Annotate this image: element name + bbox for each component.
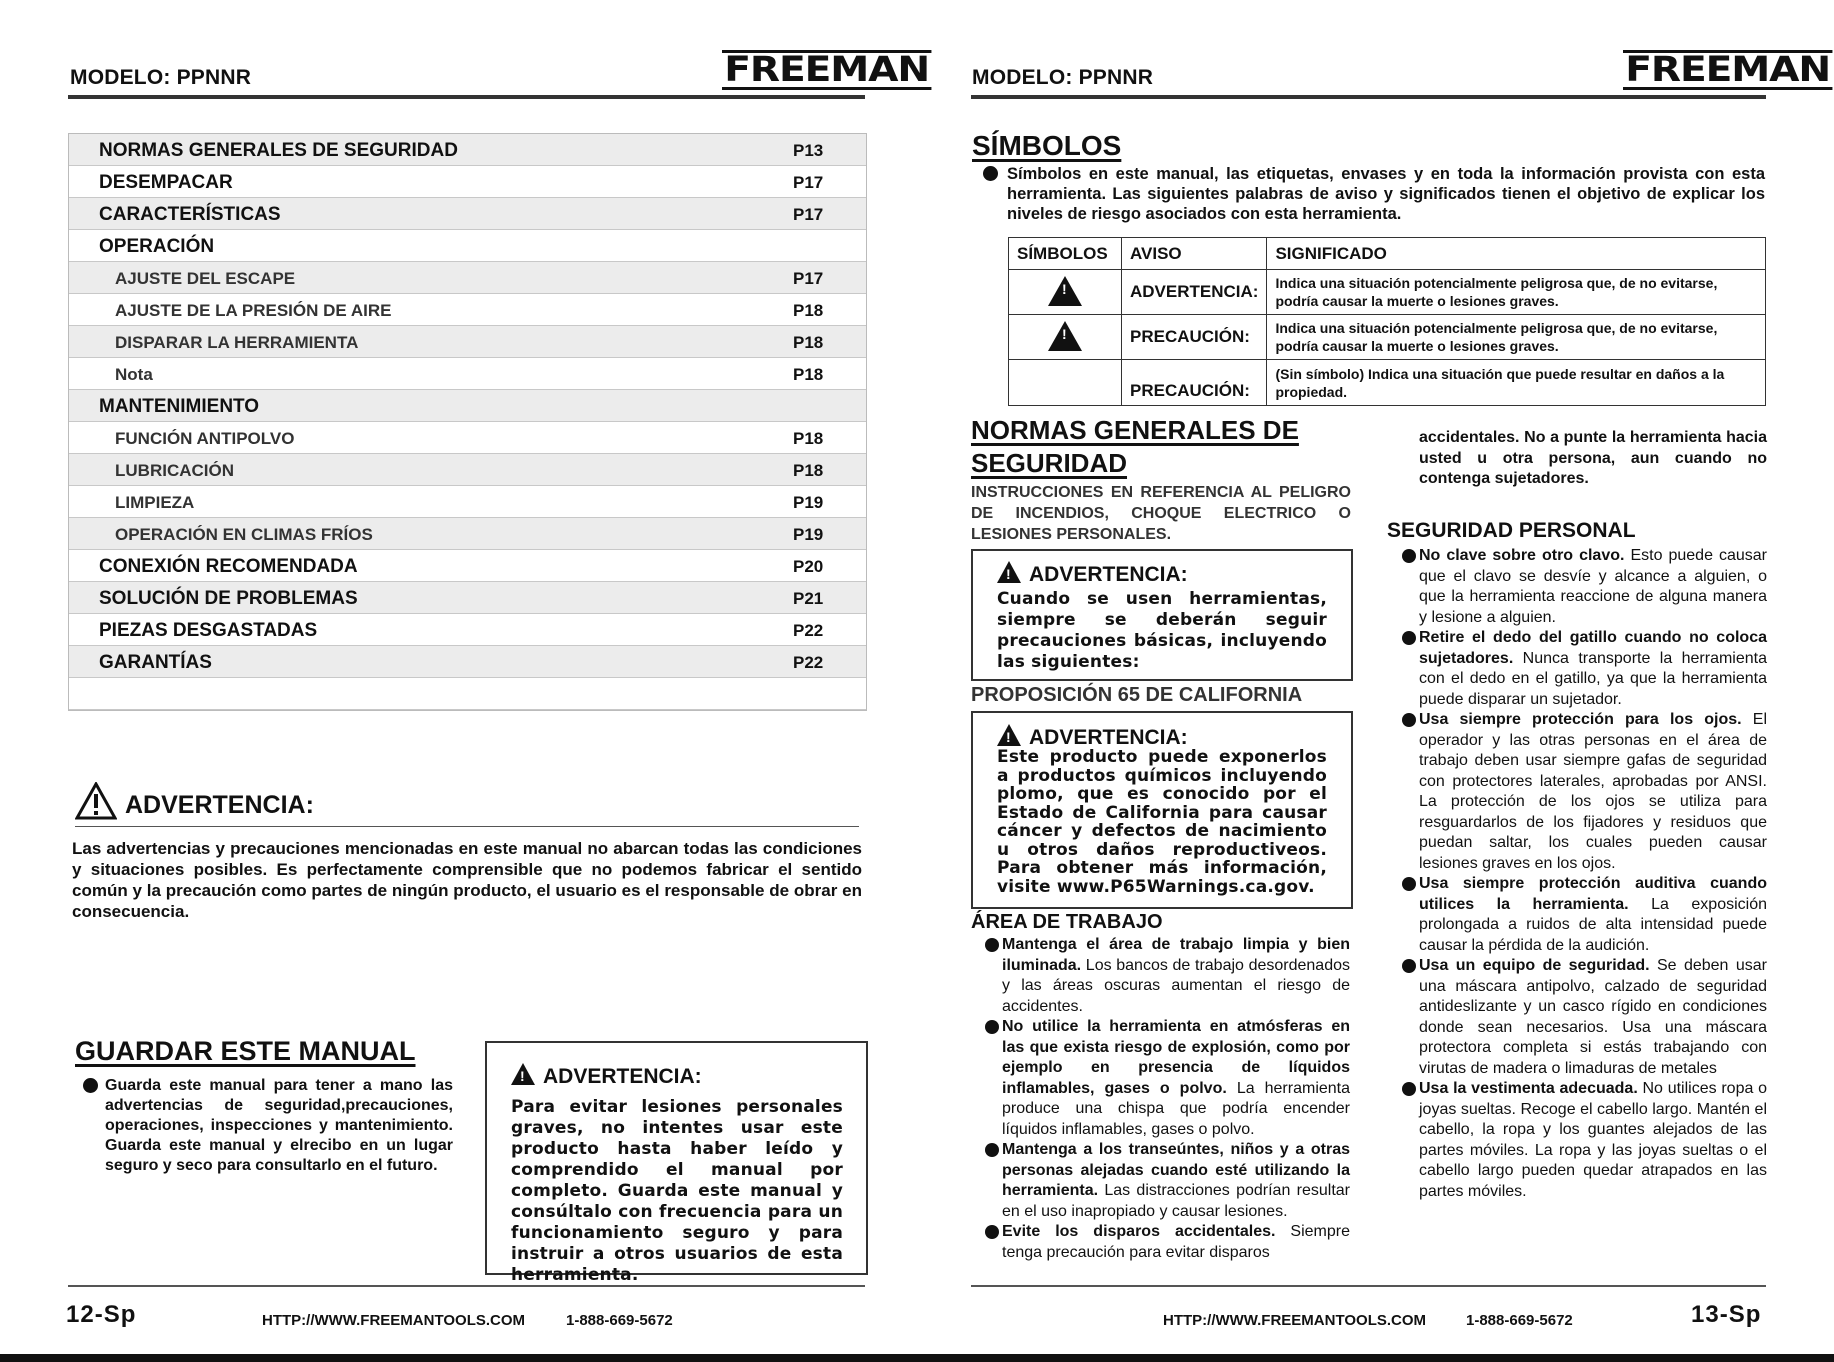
toc-row xyxy=(69,678,866,710)
save-manual-item xyxy=(105,1076,453,1176)
bullet-dot xyxy=(1402,877,1416,891)
bullet-dot xyxy=(1402,713,1416,727)
list-item xyxy=(1419,1079,1767,1202)
toc-label: GARANTÍAS xyxy=(99,652,212,673)
warning-rule xyxy=(75,826,859,827)
symbols-intro xyxy=(1007,164,1765,224)
toc-row xyxy=(69,582,866,614)
toc-page: P19 xyxy=(793,525,824,544)
warning-icon xyxy=(997,561,1021,583)
aviso-cell: ADVERTENCIA: xyxy=(1122,270,1267,315)
toc-label: OPERACIÓN EN CLIMAS FRÍOS xyxy=(115,525,373,544)
header-rule xyxy=(68,95,865,99)
bottom-edge xyxy=(0,1354,1834,1362)
meaning-cell: Indica una situación potencialmente peligrosa que, de no evitarse, podría causar la muerte o lesiones graves. xyxy=(1267,315,1766,360)
list-item-lead: Usa la vestimenta adecuada. xyxy=(1419,1080,1638,1097)
toc-label: OPERACIÓN xyxy=(99,236,215,257)
model-label: MODELO: PPNNR xyxy=(972,66,1154,89)
warning-box-basic xyxy=(971,549,1353,681)
toc-row xyxy=(69,422,866,454)
area-list xyxy=(1002,935,1350,1263)
toc-row xyxy=(69,454,866,486)
list-item-text: Las distracciones podrían resultar en el uso inapropiado y causar lesiones. xyxy=(1002,1182,1350,1220)
area-title: ÁREA DE TRABAJO xyxy=(971,911,1163,933)
toc-label: AJUSTE DE LA PRESIÓN DE AIRE xyxy=(115,301,392,320)
list-item-lead: Usa siempre protección auditiva cuando utilices la herramienta. xyxy=(1419,875,1767,913)
model-label: MODELO: PPNNR xyxy=(70,66,252,89)
aviso-cell: PRECAUCIÓN: xyxy=(1122,315,1267,360)
list-item-lead: Mantenga a los transeúntes, niños y a otras personas alejadas cuando esté utilizando la herramienta. xyxy=(1002,1141,1350,1199)
toc-label: DISPARAR LA HERRAMIENTA xyxy=(115,333,359,352)
toc-label: CONEXIÓN RECOMENDADA xyxy=(99,556,358,577)
toc-page: P21 xyxy=(793,589,824,608)
bullet-dot xyxy=(983,166,998,181)
toc-label: NORMAS GENERALES DE SEGURIDAD xyxy=(99,140,458,161)
toc-label: SOLUCIÓN DE PROBLEMAS xyxy=(99,588,358,609)
normas-subtitle: INSTRUCCIONES EN REFERENCIA AL PELIGRO DE INCENDIOS, CHOQUE ELECTRICO O LESIONES PERSONALES. xyxy=(971,484,1351,543)
save-manual-text: Guarda este manual para tener a mano las advertencias de seguridad,precauciones, operaciones, inspecciones y mantenimiento. Guarda este manual y elrecibo en un lugar seguro y seco para consultarlo en el futuro. xyxy=(105,1077,453,1174)
save-manual-title: GUARDAR ESTE MANUAL xyxy=(75,1036,416,1066)
warning-box-text: Este producto puede exponerlos a productos químicos incluyendo plomo, que es conocido por el Estado de California para causar cáncer y defectos de nacimiento u otros daños reproductiveos. Para obtener más información, visite www.P65Warnings.ca.gov. xyxy=(997,747,1327,897)
list-item-text: No utilices ropa o joyas sueltas. Recoge el cabello largo. Mantén el cabello, la ropa y los guantes alejados de las partes móviles. La ropa y las joyas sueltas o el cabello largo pueden quedar atrapados en las partes móviles. xyxy=(1419,1080,1767,1200)
toc-row xyxy=(69,262,866,294)
bullet-dot xyxy=(83,1078,98,1093)
list-item-text: Nunca transporte la herramienta con el dedo en el gatillo, ya que la herramienta puede disparar un sujetador. xyxy=(1419,649,1767,708)
bullet-dot xyxy=(985,938,999,952)
warning-text: Las advertencias y precauciones mencionadas en este manual no abarcan todas las condiciones y situaciones posibles. Es perfectamente comprensible que no podemos fabricar el sentido común y la precaución como partes de ningún producto, el usuario es el responsable de obrar en consecuencia. xyxy=(72,839,862,921)
list-item-lead: No clave sobre otro clavo. xyxy=(1419,547,1625,564)
toc-row xyxy=(69,518,866,550)
list-item xyxy=(1419,710,1767,874)
toc-page: P18 xyxy=(793,365,824,384)
bullet-dot xyxy=(985,1143,999,1157)
table-header: SÍMBOLOS xyxy=(1009,238,1122,270)
list-item-lead: Usa siempre protección para los ojos. xyxy=(1419,711,1742,728)
toc-row xyxy=(69,166,866,198)
aviso-cell: PRECAUCIÓN: xyxy=(1122,360,1267,406)
toc-page: P22 xyxy=(793,653,824,672)
warning-box-text: Cuando se usen herramientas, siempre se deberán seguir precauciones básicas, incluyendo las siguientes: xyxy=(997,589,1327,672)
freeman-logo: FREEMAN xyxy=(722,50,931,90)
table-header: AVISO xyxy=(1122,238,1267,270)
normas-title xyxy=(971,414,1351,480)
table-header-row xyxy=(1009,238,1766,270)
footer-rule xyxy=(68,1285,865,1287)
toc-row xyxy=(69,614,866,646)
warning-box-text: Para evitar lesiones personales graves, no intentes usar este producto hasta haber leído y comprendido el manual por completo. Guarda este manual y consúltalo con frecuencia para un funcionamiento seguro y para instruir a otros usuarios de esta herramienta. xyxy=(511,1097,843,1285)
warning-icon xyxy=(1048,321,1082,351)
personal-title: SEGURIDAD PERSONAL xyxy=(1387,519,1636,542)
toc-row xyxy=(69,390,866,422)
table-header: SIGNIFICADO xyxy=(1267,238,1766,270)
toc-page: P13 xyxy=(793,141,824,160)
list-item-text: Se deben usar una máscara antipolvo, calzado de seguridad antideslizante y un casco rígido en condiciones donde sean necesarios. Usa una máscara protectora completa si estás trabajando con virutas de madera o limaduras de metales xyxy=(1419,957,1767,1077)
list-item-lead: Usa un equipo de seguridad. xyxy=(1419,957,1650,974)
list-item xyxy=(1002,935,1350,1017)
footer-url: HTTP://WWW.FREEMANTOOLS.COM xyxy=(1163,1312,1427,1329)
header-rule xyxy=(971,95,1766,99)
personal-list xyxy=(1419,546,1767,1202)
toc-page: P17 xyxy=(793,173,824,192)
warning-box-heading xyxy=(511,1063,702,1089)
warning-icon xyxy=(511,1063,535,1085)
warning-icon xyxy=(1048,276,1082,306)
list-item xyxy=(1002,1222,1350,1263)
toc-row xyxy=(69,230,866,262)
list-item xyxy=(1419,956,1767,1079)
toc-row xyxy=(69,198,866,230)
warning-box-title: ADVERTENCIA: xyxy=(1029,726,1188,749)
page-number: 13-Sp xyxy=(1691,1301,1762,1328)
toc-row xyxy=(69,326,866,358)
warning-icon xyxy=(997,724,1021,746)
toc-page: P18 xyxy=(793,461,824,480)
table-row xyxy=(1009,360,1766,406)
table-of-contents xyxy=(68,133,867,711)
symbol-cell xyxy=(1009,270,1122,315)
column2-continuation: accidentales. No a punte la herramienta hacia usted u otra persona, aun cuando no contenga sujetadores. xyxy=(1419,429,1767,487)
list-item-text: Esto puede causar que el clavo se desvíe y alcance a alguien, o que la herramienta reaccione de alguna manera y lesione a alguien. xyxy=(1419,547,1767,626)
toc-page: P20 xyxy=(793,557,824,576)
toc-row xyxy=(69,550,866,582)
toc-label: LUBRICACIÓN xyxy=(115,461,234,480)
warning-box-title: ADVERTENCIA: xyxy=(543,1065,702,1088)
toc-label: CARACTERÍSTICAS xyxy=(99,204,281,225)
bullet-dot xyxy=(985,1225,999,1239)
toc-label: AJUSTE DEL ESCAPE xyxy=(115,269,296,288)
list-item-text: El operador y las otras personas en el área de trabajo deben usar siempre gafas de seguridad con protectores laterales, aprobadas por ANSI. La protección de los ojos se utiliza para resguardarlos de los fijadores y residuos que puedan saltar, los cuales pueden causar lesiones graves en los ojos. xyxy=(1419,711,1768,872)
toc-page: P22 xyxy=(793,621,824,640)
toc-label: Nota xyxy=(115,365,153,384)
prop65-title: PROPOSICIÓN 65 DE CALIFORNIA xyxy=(971,684,1303,706)
toc-page: P18 xyxy=(793,333,824,352)
toc-row xyxy=(69,134,866,166)
normas-title-line1: NORMAS GENERALES DE xyxy=(971,415,1299,445)
right-page xyxy=(917,0,1834,1362)
toc-row xyxy=(69,358,866,390)
toc-label: MANTENIMIENTO xyxy=(99,396,260,417)
page-number: 12-Sp xyxy=(66,1301,137,1328)
meaning-cell: Indica una situación potencialmente peligrosa que, de no evitarse, podría causar la muerte o lesiones graves. xyxy=(1267,270,1766,315)
bullet-dot xyxy=(1402,549,1416,563)
symbols-table xyxy=(1008,237,1766,406)
list-item-text: La herramienta produce una chispa que podría encender líquidos inflamables, gases o polvo. xyxy=(1002,1079,1351,1138)
toc-row xyxy=(69,646,866,678)
toc-row xyxy=(69,294,866,326)
toc-label: FUNCIÓN ANTIPOLVO xyxy=(115,429,295,448)
toc-label: LIMPIEZA xyxy=(115,493,195,512)
symbol-cell xyxy=(1009,315,1122,360)
toc-page: P17 xyxy=(793,269,824,288)
bullet-dot xyxy=(1402,631,1416,645)
footer-phone: 1-888-669-5672 xyxy=(1466,1312,1573,1329)
warning-icon xyxy=(75,782,117,820)
list-item-lead: Mantenga el área de trabajo limpia y bien iluminada. xyxy=(1002,936,1350,974)
bullet-dot xyxy=(1402,1082,1416,1096)
toc-page: P18 xyxy=(793,301,824,320)
list-item-text: Los bancos de trabajo desordenados y las áreas oscuras aumentan el riesgo de accidentes. xyxy=(1002,956,1350,1015)
list-item-lead: Evite los disparos accidentales. xyxy=(1002,1223,1276,1240)
footer-url: HTTP://WWW.FREEMANTOOLS.COM xyxy=(262,1312,526,1329)
table-row xyxy=(1009,315,1766,360)
bullet-dot xyxy=(985,1020,999,1034)
bullet-dot xyxy=(1402,959,1416,973)
toc-row xyxy=(69,486,866,518)
table-row xyxy=(1009,270,1766,315)
warning-box-prop65 xyxy=(971,711,1353,909)
footer-phone: 1-888-669-5672 xyxy=(566,1312,673,1329)
toc-label: DESEMPACAR xyxy=(99,172,233,193)
list-item xyxy=(1002,1140,1350,1222)
list-item-lead: No utilice la herramienta en atmósferas en las que exista riesgo de explosión, como por ejemplo en presencia de líquidos inflamables, gases o polvo. xyxy=(1002,1018,1350,1097)
list-item-text: Siempre tenga precaución para evitar disparos xyxy=(1002,1223,1350,1261)
warning-box-title: ADVERTENCIA: xyxy=(1029,563,1188,586)
symbols-intro-text: Símbolos en este manual, las etiquetas, envases y en toda la información provista con esta herramienta. Las siguientes palabras de aviso y significados tienen el objetivo de explicar los niveles de riesgo asociados con esta herramienta. xyxy=(1007,165,1765,223)
freeman-logo: FREEMAN xyxy=(1623,50,1832,90)
list-item xyxy=(1419,874,1767,956)
symbols-title: SÍMBOLOS xyxy=(972,130,1122,161)
toc-page: P17 xyxy=(793,205,824,224)
list-item xyxy=(1002,1017,1350,1140)
toc-page: P19 xyxy=(793,493,824,512)
list-item-lead: Retire el dedo del gatillo cuando no coloca sujetadores. xyxy=(1419,629,1767,667)
list-item xyxy=(1419,546,1767,628)
warning-box-heading xyxy=(997,561,1188,587)
toc-page: P18 xyxy=(793,429,824,448)
warning-title: ADVERTENCIA: xyxy=(125,791,314,819)
toc-label: PIEZAS DESGASTADAS xyxy=(99,620,318,641)
normas-title-line2: SEGURIDAD xyxy=(971,448,1128,478)
list-item-text: La exposición prolongada a ruidos de alta intensidad puede causar la pérdida de la audición. xyxy=(1419,895,1767,954)
meaning-cell: (Sin símbolo) Indica una situación que puede resultar en daños a la propiedad. xyxy=(1267,360,1766,406)
footer-rule xyxy=(971,1285,1766,1287)
warning-box xyxy=(485,1041,868,1285)
symbol-cell xyxy=(1009,360,1122,406)
warning-heading xyxy=(75,782,314,820)
list-item xyxy=(1419,628,1767,710)
